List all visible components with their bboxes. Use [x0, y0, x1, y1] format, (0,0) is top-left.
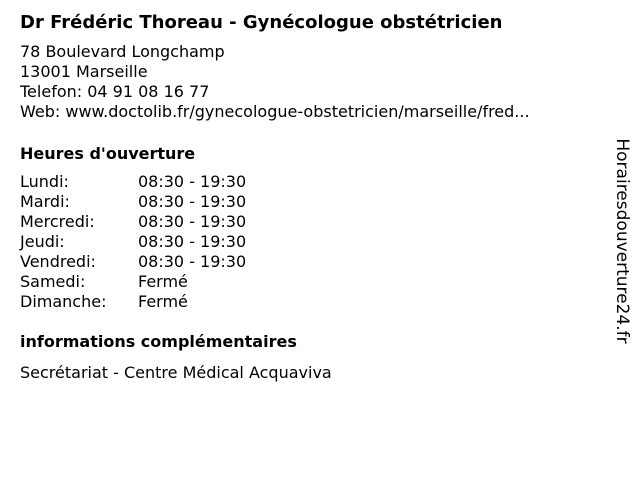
- day-label: Samedi:: [20, 272, 86, 291]
- time-range: 08:30 - 19:30: [138, 252, 247, 271]
- hours-row-saturday: [20, 272, 600, 292]
- time-range: 08:30 - 19:30: [138, 172, 247, 191]
- info-text: Secrétariat - Centre Médical Acquaviva: [20, 363, 332, 382]
- time-range: 08:30 - 19:30: [138, 192, 247, 211]
- site-watermark: Horairesdouverture24.fr: [612, 138, 632, 344]
- day-label: Vendredi:: [20, 252, 96, 271]
- website-link[interactable]: Web: www.doctolib.fr/gynecologue-obstetricien/marseille/fred...: [20, 102, 530, 121]
- info-heading: informations complémentaires: [20, 332, 297, 351]
- opening-hours-table: [20, 172, 600, 312]
- time-range: 08:30 - 19:30: [138, 212, 247, 231]
- hours-row-sunday: [20, 292, 600, 312]
- street-address: 78 Boulevard Longchamp: [20, 42, 225, 61]
- phone-number: Telefon: 04 91 08 16 77: [20, 82, 210, 101]
- day-label: Mardi:: [20, 192, 70, 211]
- hours-row-tuesday: [20, 192, 600, 212]
- time-range: Fermé: [138, 292, 188, 311]
- time-range: Fermé: [138, 272, 188, 291]
- hours-row-monday: [20, 172, 600, 192]
- day-label: Mercredi:: [20, 212, 95, 231]
- city-postcode: 13001 Marseille: [20, 62, 148, 81]
- hours-heading: Heures d'ouverture: [20, 144, 196, 163]
- hours-row-wednesday: [20, 212, 600, 232]
- hours-row-friday: [20, 252, 600, 272]
- time-range: 08:30 - 19:30: [138, 232, 247, 251]
- day-label: Dimanche:: [20, 292, 107, 311]
- day-label: Lundi:: [20, 172, 69, 191]
- business-card: [20, 10, 600, 383]
- hours-row-thursday: [20, 232, 600, 252]
- day-label: Jeudi:: [20, 232, 65, 251]
- page-title: Dr Frédéric Thoreau - Gynécologue obstétricien: [20, 12, 503, 33]
- address-block: [20, 42, 600, 122]
